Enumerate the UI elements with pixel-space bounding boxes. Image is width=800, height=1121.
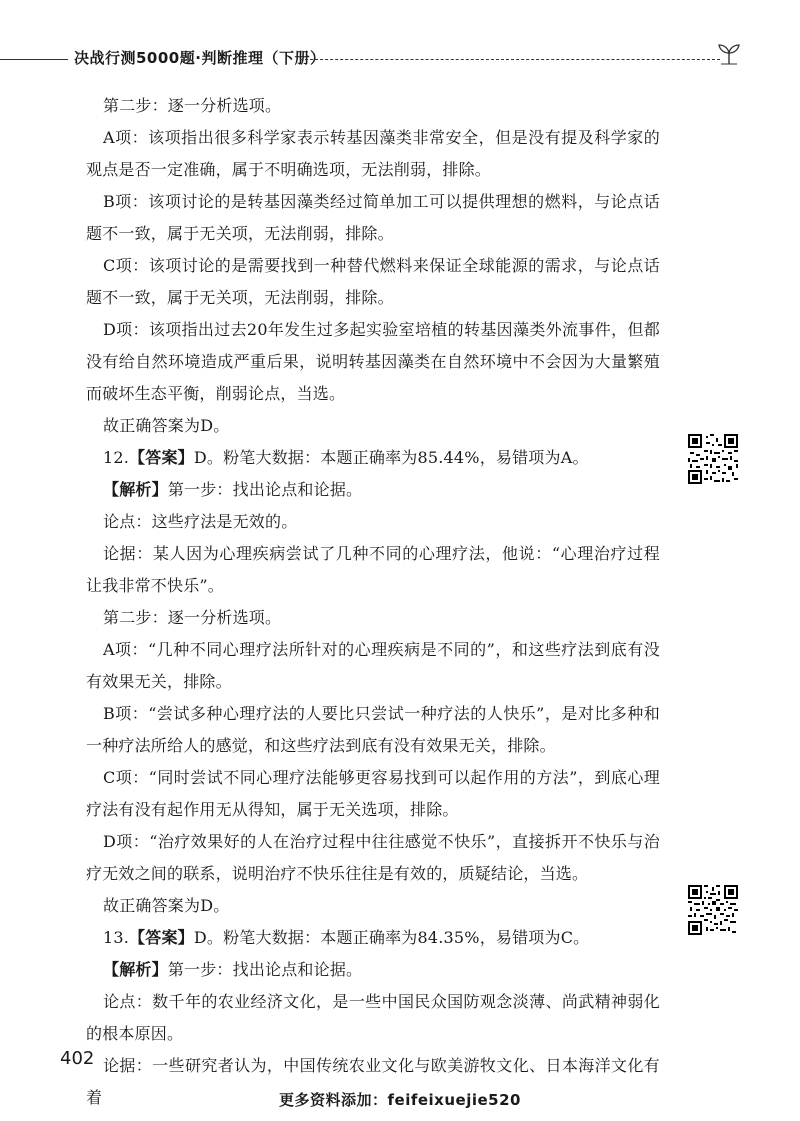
paragraph: 第二步：逐一分析选项。 bbox=[103, 96, 282, 115]
paragraph: B项：“尝试多种心理疗法的人要比只尝试一种疗法的人快乐”，是对比多种和一种疗法所给人的感觉，和这些疗法到底有没有效果无关，排除。 bbox=[86, 704, 660, 755]
sprout-icon bbox=[716, 42, 742, 66]
paragraph: 论据：某人因为心理疾病尝试了几种不同的心理疗法，他说：“心理治疗过程让我非常不快乐”。 bbox=[86, 544, 660, 595]
paragraph: 论点：这些疗法是无效的。 bbox=[103, 512, 298, 531]
paragraph: C项：“同时尝试不同心理疗法能够更容易找到可以起作用的方法”，到底心理疗法有没有起作用无从得知，属于无关选项，排除。 bbox=[86, 768, 660, 819]
page-body bbox=[86, 90, 660, 1114]
paragraph: 第二步：逐一分析选项。 bbox=[103, 608, 282, 627]
paragraph: 论据：一些研究者认为，中国传统农业文化与欧美游牧文化、日本海洋文化有着 bbox=[86, 1056, 660, 1107]
running-header bbox=[0, 40, 800, 76]
paragraph: D项：“治疗效果好的人在治疗过程中往往感觉不快乐”，直接拆开不快乐与治疗无效之间的联系，说明治疗不快乐往往是有效的，质疑结论，当选。 bbox=[86, 832, 660, 883]
header-rule-right bbox=[300, 59, 720, 60]
paragraph: D项：该项指出过去20年发生过多起实验室培植的转基因藻类外流事件，但都没有给自然环境造成严重后果，说明转基因藻类在自然环境中不会因为大量繁殖而破坏生态平衡，削弱论点，当选。 bbox=[86, 320, 660, 403]
page-number: 402 bbox=[60, 1048, 95, 1069]
qr-code-icon bbox=[688, 434, 738, 484]
paragraph: A项：该项指出很多科学家表示转基因藻类非常安全，但是没有提及科学家的观点是否一定准确，属于不明确选项，无法削弱，排除。 bbox=[86, 128, 660, 179]
answer-line-q13: 13.【答案】D。粉笔大数据：本题正确率为84.35%，易错项为C。 bbox=[103, 928, 590, 947]
paragraph: 故正确答案为D。 bbox=[103, 416, 230, 435]
paragraph: B项：该项讨论的是转基因藻类经过简单加工可以提供理想的燃料，与论点话题不一致，属于无关项，无法削弱，排除。 bbox=[86, 192, 660, 243]
footer-note: 更多资料添加：feifeixuejie520 bbox=[279, 1091, 521, 1109]
header-rule-left bbox=[0, 59, 68, 60]
paragraph: 论点：数千年的农业经济文化，是一些中国民众国防观念淡薄、尚武精神弱化的根本原因。 bbox=[86, 992, 660, 1043]
analysis-line-q13: 【解析】第一步：找出论点和论据。 bbox=[103, 960, 363, 979]
book-title: 决战行测5000题·判断推理（下册） bbox=[74, 49, 326, 67]
paragraph: A项：“几种不同心理疗法所针对的心理疾病是不同的”，和这些疗法到底有没有效果无关，排除。 bbox=[86, 640, 660, 691]
answer-line-q12: 12.【答案】D。粉笔大数据：本题正确率为85.44%，易错项为A。 bbox=[103, 448, 589, 467]
analysis-line-q12: 【解析】第一步：找出论点和论据。 bbox=[103, 480, 363, 499]
paragraph: 故正确答案为D。 bbox=[103, 896, 230, 915]
qr-code-icon bbox=[688, 885, 738, 935]
paragraph: C项：该项讨论的是需要找到一种替代燃料来保证全球能源的需求，与论点话题不一致，属于无关项，无法削弱，排除。 bbox=[86, 256, 660, 307]
